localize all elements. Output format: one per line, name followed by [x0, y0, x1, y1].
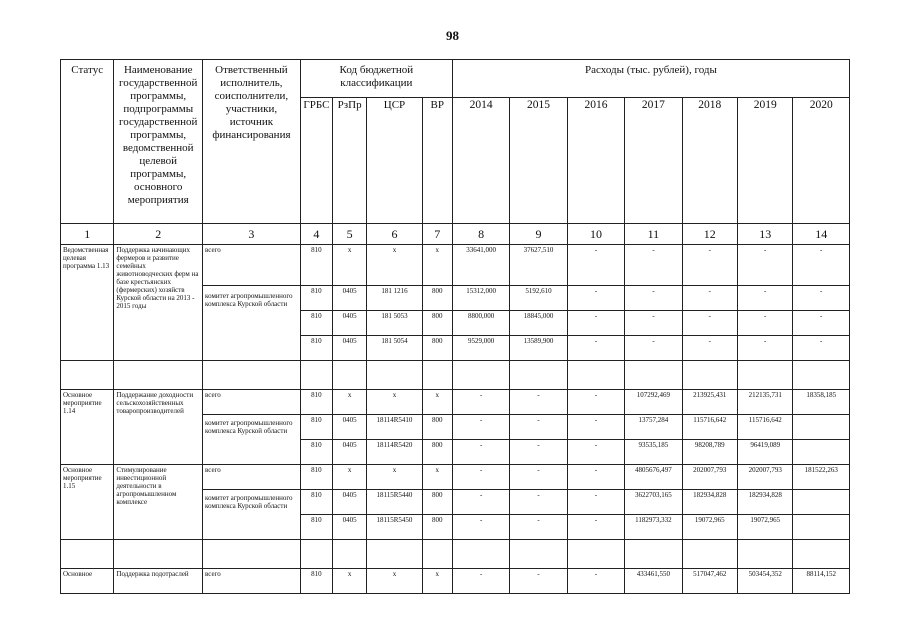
- year-header: 2020: [793, 98, 850, 224]
- data-cell: 4805676,497: [625, 465, 682, 490]
- data-cell: -: [452, 440, 509, 465]
- header-row-top: [61, 60, 850, 98]
- name-header: Наименование государственной программы, подпрограммы государственной программы, ведомственной целевой программы, основного мероприятия: [114, 60, 203, 224]
- data-cell: х: [333, 569, 367, 594]
- data-cell: 19072,965: [682, 515, 737, 540]
- column-number: 3: [203, 224, 301, 245]
- data-cell: 800: [422, 286, 452, 311]
- data-cell: 810: [300, 490, 332, 515]
- data-cell: 18358,185: [793, 390, 850, 415]
- data-cell: 33641,000: [452, 245, 509, 286]
- data-cell: 810: [300, 440, 332, 465]
- data-cell: 182934,828: [738, 490, 793, 515]
- data-cell: х: [367, 569, 422, 594]
- year-header: 2019: [738, 98, 793, 224]
- data-cell: 18115R5450: [367, 515, 422, 540]
- data-cell: 810: [300, 465, 332, 490]
- data-cell: 0405: [333, 490, 367, 515]
- column-number: 11: [625, 224, 682, 245]
- data-cell: -: [625, 311, 682, 336]
- rzpr-header: РзПр: [333, 98, 367, 224]
- data-cell: х: [333, 245, 367, 286]
- data-cell: 810: [300, 336, 332, 361]
- status-cell: Ведомственная целевая программа 1.13: [61, 245, 114, 361]
- data-cell: 115716,642: [682, 415, 737, 440]
- data-cell: 202007,793: [682, 465, 737, 490]
- table-spacer-row: [61, 361, 850, 390]
- data-cell: -: [738, 311, 793, 336]
- data-cell: 213925,431: [682, 390, 737, 415]
- total-label-cell: всего: [203, 569, 301, 594]
- data-cell: -: [567, 465, 624, 490]
- budget-code-header: Код бюджетной классификации: [300, 60, 452, 98]
- name-cell: Поддержка начинающих фермеров и развитие семейных животноводческих ферм на базе крестьянских (фермерских) хозяйств Курской области на 2013 - 2015 годы: [114, 245, 203, 361]
- data-cell: -: [567, 245, 624, 286]
- expenses-header: Расходы (тыс. рублей), годы: [452, 60, 849, 98]
- data-cell: -: [682, 286, 737, 311]
- data-cell: 18845,000: [510, 311, 567, 336]
- data-cell: 0405: [333, 440, 367, 465]
- data-cell: -: [510, 569, 567, 594]
- data-cell: 93535,185: [625, 440, 682, 465]
- data-cell: 13757,284: [625, 415, 682, 440]
- status-cell: Основное мероприятие 1.14: [61, 390, 114, 465]
- data-cell: -: [567, 286, 624, 311]
- data-cell: -: [738, 336, 793, 361]
- data-cell: 810: [300, 415, 332, 440]
- data-cell: -: [682, 336, 737, 361]
- data-cell: -: [510, 490, 567, 515]
- data-cell: -: [510, 515, 567, 540]
- executor-cell: комитет агропромышленного комплекса Курской области: [203, 415, 301, 465]
- data-cell: 202007,793: [738, 465, 793, 490]
- data-cell: 9529,000: [452, 336, 509, 361]
- executor-cell: комитет агропромышленного комплекса Курской области: [203, 286, 301, 361]
- data-cell: 115716,642: [738, 415, 793, 440]
- status-cell: Основное мероприятие 1.15: [61, 465, 114, 540]
- data-cell: 0405: [333, 311, 367, 336]
- status-header: Статус: [61, 60, 114, 224]
- data-cell: -: [625, 245, 682, 286]
- data-cell: 800: [422, 415, 452, 440]
- name-cell: Поддержание доходности сельскохозяйственных товаропроизводителей: [114, 390, 203, 465]
- data-cell: 0405: [333, 415, 367, 440]
- table-row: [61, 245, 850, 286]
- data-cell: -: [567, 440, 624, 465]
- data-cell: -: [682, 245, 737, 286]
- data-cell: 13589,900: [510, 336, 567, 361]
- column-number: 12: [682, 224, 737, 245]
- data-cell: х: [422, 245, 452, 286]
- data-cell: 98208,789: [682, 440, 737, 465]
- data-cell: -: [682, 311, 737, 336]
- status-cell: Основное: [61, 569, 114, 594]
- table-row: [61, 465, 850, 490]
- column-number-row: [61, 224, 850, 245]
- data-cell: 212135,731: [738, 390, 793, 415]
- data-cell: х: [367, 390, 422, 415]
- grbs-header: ГРБС: [300, 98, 332, 224]
- data-cell: [793, 415, 850, 440]
- data-cell: -: [625, 286, 682, 311]
- data-cell: -: [625, 336, 682, 361]
- table-spacer-row: [61, 540, 850, 569]
- data-cell: -: [452, 490, 509, 515]
- data-cell: -: [452, 515, 509, 540]
- csr-header: ЦСР: [367, 98, 422, 224]
- column-number: 8: [452, 224, 509, 245]
- data-cell: 810: [300, 390, 332, 415]
- data-cell: 810: [300, 515, 332, 540]
- data-cell: 8800,000: [452, 311, 509, 336]
- column-number: 5: [333, 224, 367, 245]
- data-cell: 800: [422, 490, 452, 515]
- data-cell: -: [567, 569, 624, 594]
- data-cell: -: [567, 311, 624, 336]
- data-cell: х: [367, 245, 422, 286]
- data-cell: 0405: [333, 515, 367, 540]
- data-cell: 503454,352: [738, 569, 793, 594]
- data-cell: -: [738, 245, 793, 286]
- responsible-header: Ответственный исполнитель, соисполнители, участники, источник финансирования: [203, 60, 301, 224]
- data-cell: х: [333, 390, 367, 415]
- data-cell: 810: [300, 311, 332, 336]
- data-cell: -: [793, 286, 850, 311]
- data-cell: 0405: [333, 286, 367, 311]
- data-cell: 517047,462: [682, 569, 737, 594]
- column-number: 7: [422, 224, 452, 245]
- data-cell: 800: [422, 440, 452, 465]
- vr-header: ВР: [422, 98, 452, 224]
- data-cell: -: [510, 390, 567, 415]
- data-cell: [793, 515, 850, 540]
- page-number: 98: [446, 28, 459, 43]
- data-cell: -: [452, 465, 509, 490]
- column-number: 6: [367, 224, 422, 245]
- table-row: [61, 569, 850, 594]
- data-cell: 88114,152: [793, 569, 850, 594]
- name-cell: Поддержка подотраслей: [114, 569, 203, 594]
- data-cell: 800: [422, 515, 452, 540]
- data-cell: -: [738, 286, 793, 311]
- executor-cell: комитет агропромышленного комплекса Курской области: [203, 490, 301, 540]
- data-cell: 181 5053: [367, 311, 422, 336]
- data-cell: 810: [300, 245, 332, 286]
- name-cell: Стимулирование инвестиционной деятельности в агропромышленном комплексе: [114, 465, 203, 540]
- data-cell: 800: [422, 311, 452, 336]
- data-cell: х: [422, 569, 452, 594]
- data-cell: -: [567, 390, 624, 415]
- data-cell: х: [422, 465, 452, 490]
- data-cell: 810: [300, 286, 332, 311]
- data-cell: 15312,000: [452, 286, 509, 311]
- data-cell: -: [793, 336, 850, 361]
- data-cell: -: [510, 415, 567, 440]
- data-cell: х: [422, 390, 452, 415]
- data-cell: 96419,089: [738, 440, 793, 465]
- total-label-cell: всего: [203, 390, 301, 415]
- data-cell: [793, 490, 850, 515]
- column-number: 14: [793, 224, 850, 245]
- year-header: 2015: [510, 98, 567, 224]
- data-cell: 5192,610: [510, 286, 567, 311]
- column-number: 10: [567, 224, 624, 245]
- data-cell: х: [333, 465, 367, 490]
- year-header: 2017: [625, 98, 682, 224]
- data-cell: 18114R5420: [367, 440, 422, 465]
- column-number: 9: [510, 224, 567, 245]
- total-label-cell: всего: [203, 245, 301, 286]
- data-cell: 37627,510: [510, 245, 567, 286]
- data-cell: 1182973,332: [625, 515, 682, 540]
- data-cell: 0405: [333, 336, 367, 361]
- data-cell: -: [452, 569, 509, 594]
- data-cell: -: [793, 311, 850, 336]
- data-cell: -: [452, 415, 509, 440]
- data-cell: 181 5054: [367, 336, 422, 361]
- data-cell: -: [510, 465, 567, 490]
- data-cell: 18115R5440: [367, 490, 422, 515]
- data-cell: -: [567, 515, 624, 540]
- data-cell: [793, 440, 850, 465]
- year-header: 2018: [682, 98, 737, 224]
- data-cell: 181 1216: [367, 286, 422, 311]
- table-row: [61, 390, 850, 415]
- data-cell: 18114R5410: [367, 415, 422, 440]
- total-label-cell: всего: [203, 465, 301, 490]
- data-cell: 3622703,165: [625, 490, 682, 515]
- column-number: 4: [300, 224, 332, 245]
- data-cell: х: [367, 465, 422, 490]
- data-cell: 19072,965: [738, 515, 793, 540]
- data-cell: -: [452, 390, 509, 415]
- column-number: 13: [738, 224, 793, 245]
- data-cell: -: [567, 336, 624, 361]
- data-cell: -: [567, 415, 624, 440]
- data-cell: 182934,828: [682, 490, 737, 515]
- year-header: 2014: [452, 98, 509, 224]
- data-cell: 181522,263: [793, 465, 850, 490]
- data-cell: 107292,469: [625, 390, 682, 415]
- data-cell: 810: [300, 569, 332, 594]
- budget-table: [60, 59, 850, 594]
- data-cell: -: [567, 490, 624, 515]
- data-cell: -: [793, 245, 850, 286]
- year-header: 2016: [567, 98, 624, 224]
- data-cell: -: [510, 440, 567, 465]
- data-cell: 433461,550: [625, 569, 682, 594]
- column-number: 1: [61, 224, 114, 245]
- data-cell: 800: [422, 336, 452, 361]
- column-number: 2: [114, 224, 203, 245]
